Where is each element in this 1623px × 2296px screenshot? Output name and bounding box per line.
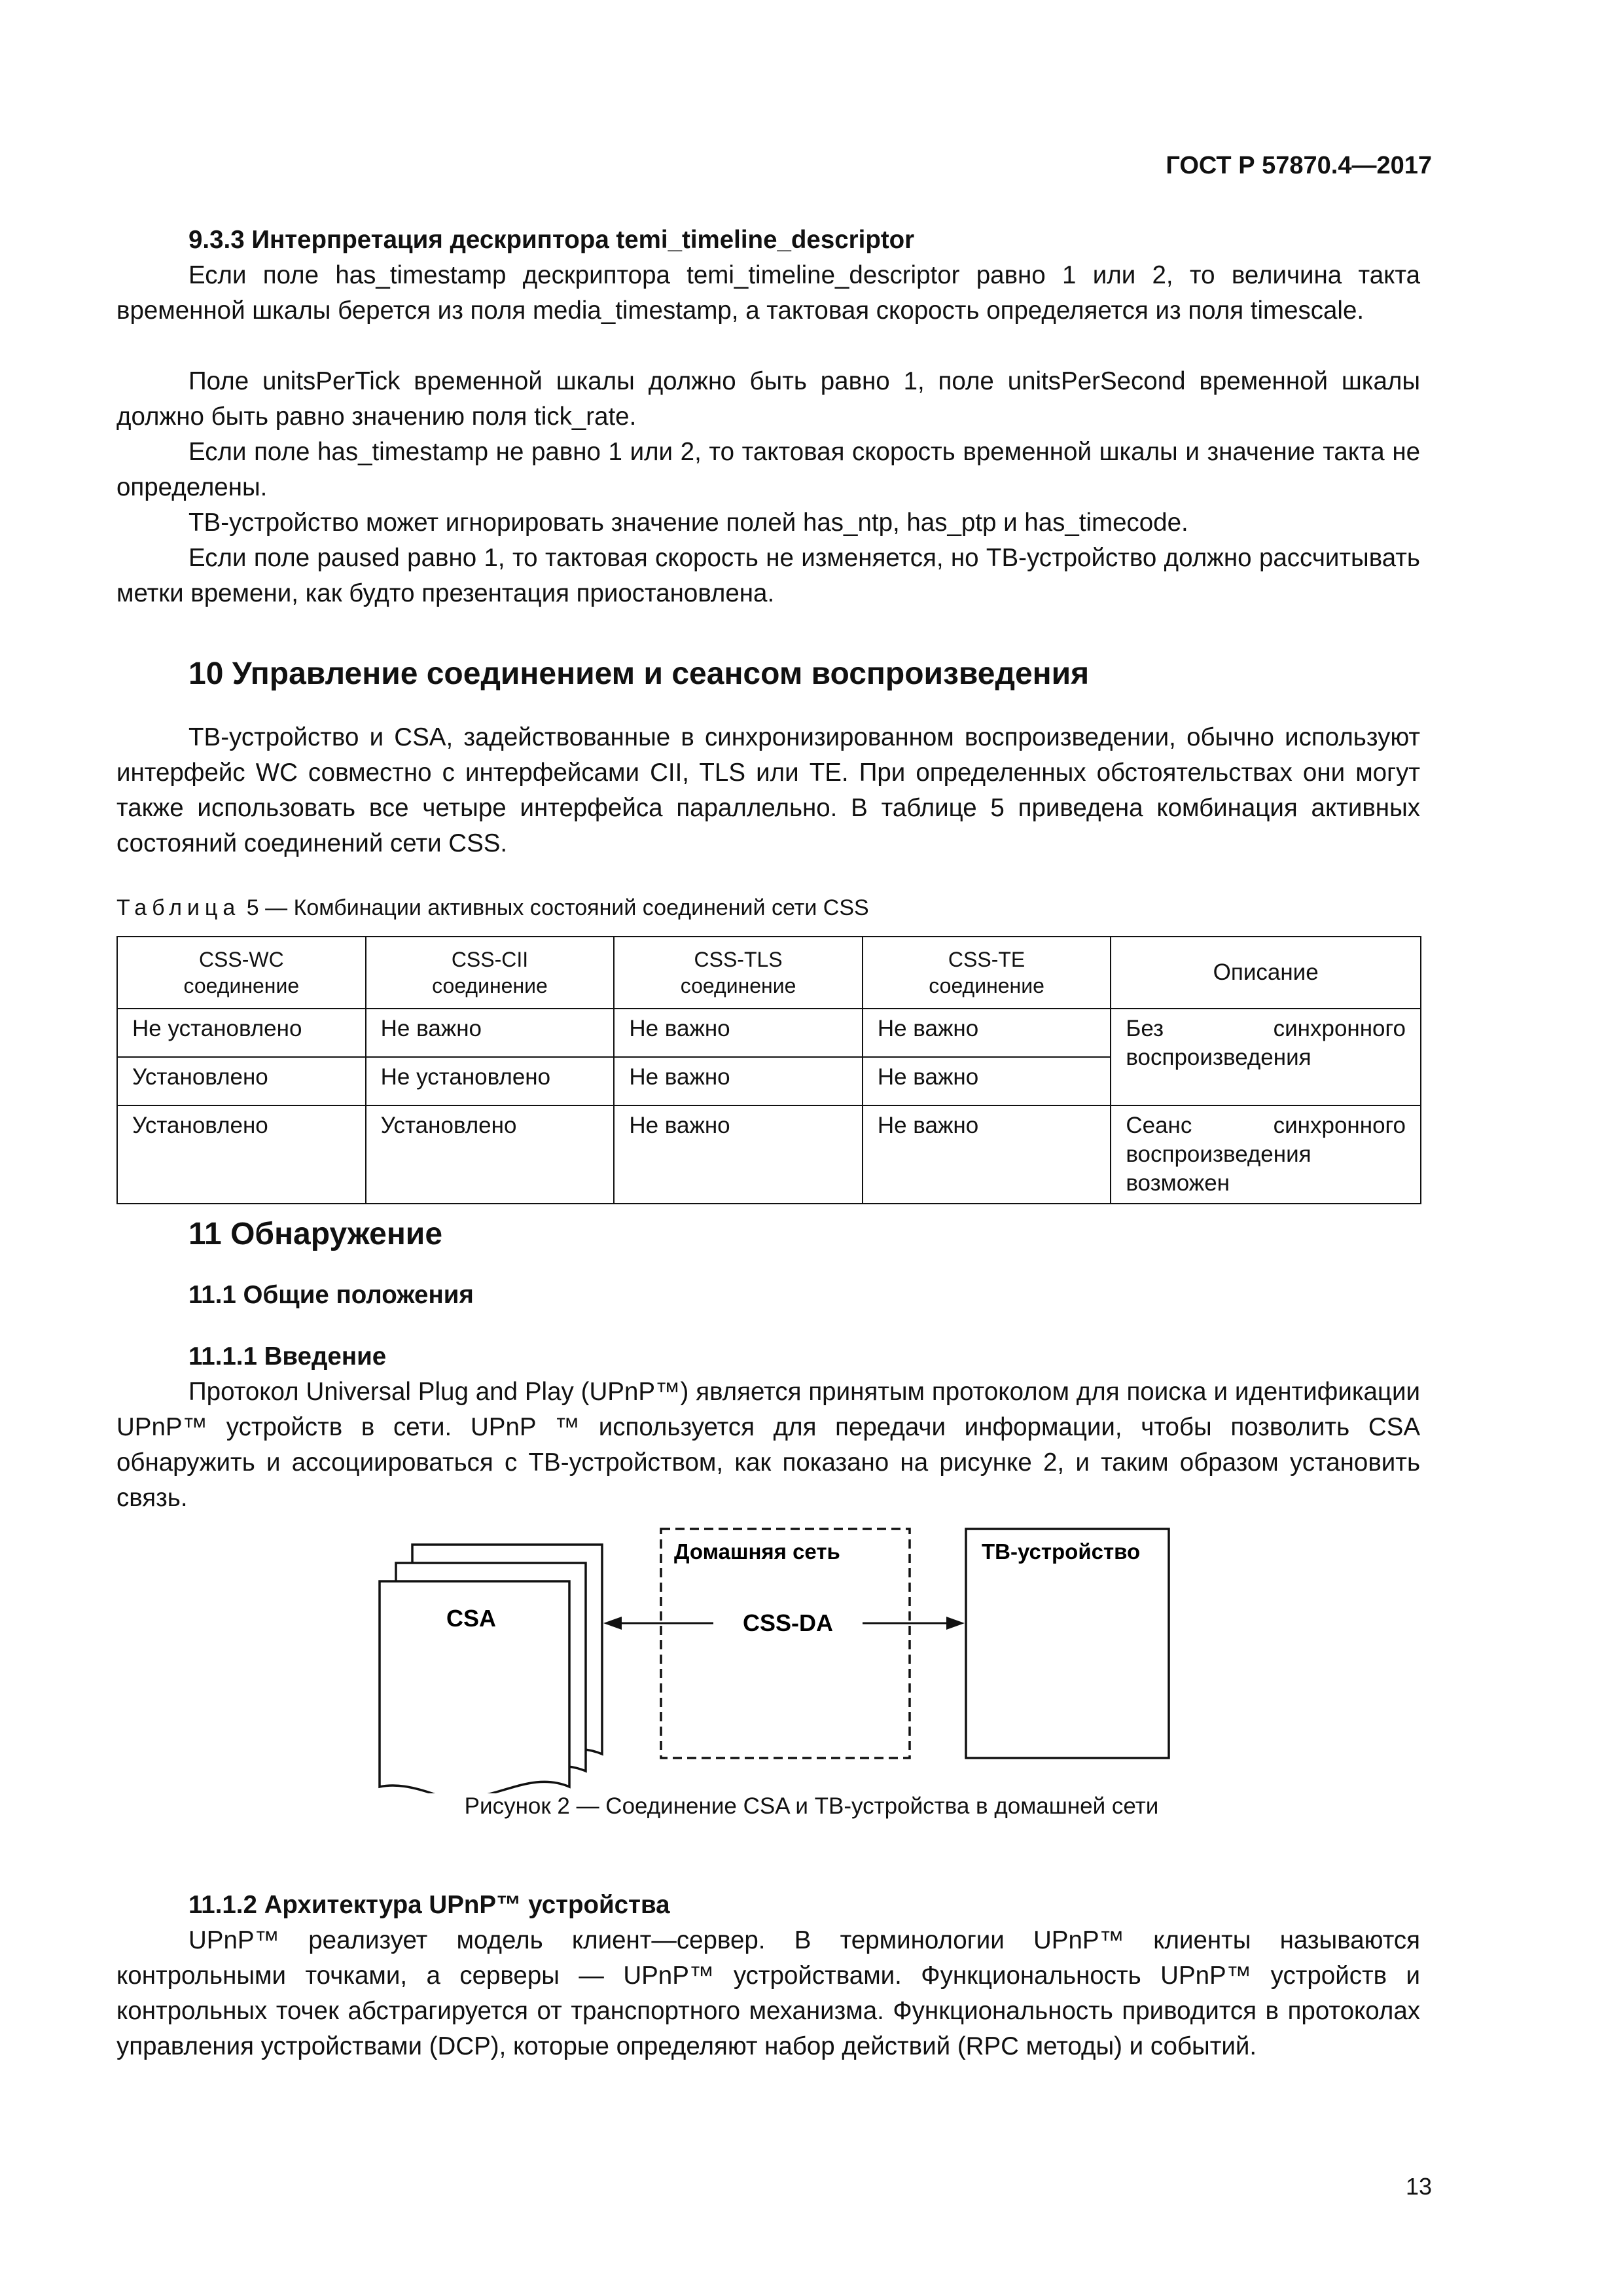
- page-number: 13: [1405, 2173, 1432, 2200]
- table-caption-text: 5 — Комбинации активных состояний соединений сети CSS: [246, 895, 869, 920]
- paragraph-text: ТВ-устройство может игнорировать значение полей has_ntp, has_ptp и has_timecode.: [188, 509, 1188, 537]
- figure-2-diagram: [366, 1518, 1191, 1793]
- table-cell: Не установлено: [117, 1009, 366, 1057]
- table-row: [117, 1105, 1421, 1204]
- table-header-cell: CSS-TE соединение: [863, 937, 1111, 1009]
- paragraph: [116, 720, 1420, 861]
- home-network-title: Домашняя сеть: [674, 1539, 840, 1564]
- paragraph: [116, 1374, 1420, 1516]
- paragraph-text: UPnP™ реализует модель клиент—сервер. В терминологии UPnP™ клиенты называются контрольными точками, а серверы — UPnP™ устройствами. Функциональность UPnP™ устройств и контрольных точек абстрагируется от транспортного механизма. Функциональность приводится в протоколах управления устройствами (DCP), которые определяют набор действий (RPC методы) и событий.: [116, 1926, 1420, 2060]
- figure-caption: Рисунок 2 — Соединение CSA и ТВ-устройства в домашней сети: [464, 1793, 1159, 1819]
- table-cell: Не важно: [614, 1057, 863, 1105]
- table-cell: Не важно: [863, 1009, 1111, 1057]
- paragraph-text: Протокол Universal Plug and Play (UPnP™) является принятым протоколом для поиска и идентификации UPnP™ устройств в сети. UPnP ™ используется для передачи информации, чтобы позволить CSA обнаружить и ассоциироваться с ТВ-устройством, как показано на рисунке 2, и таким образом установить связь.: [116, 1378, 1420, 1512]
- table-header-cell: CSS-CII соединение: [366, 937, 615, 1009]
- paragraph: [116, 1923, 1420, 2064]
- table-description-cell: Без синхронного воспроизведения: [1111, 1009, 1421, 1105]
- table-cell: Не важно: [366, 1009, 615, 1057]
- paragraph: [116, 541, 1420, 611]
- paragraph-text: ТВ-устройство и CSA, задействованные в синхронизированном воспроизведении, обычно используют интерфейс WC совместно с интерфейсами CII, TLS или TE. При определенных обстоятельствах они могут также использовать все четыре интерфейса параллельно. В таблице 5 приведена комбинация активных состояний соединений сети CSS.: [116, 723, 1420, 857]
- tv-device-title: ТВ-устройство: [982, 1539, 1141, 1564]
- table-cell: Установлено: [117, 1105, 366, 1204]
- section-9-3-3-heading: 9.3.3 Интерпретация дескриптора temi_timeline_descriptor: [188, 226, 915, 254]
- table-row: [117, 1009, 1421, 1057]
- table-description-cell: Сеанс синхронного воспроизведения возможен: [1111, 1105, 1421, 1204]
- document-header: ГОСТ Р 57870.4—2017: [1166, 152, 1432, 179]
- arrow-head-right: [946, 1617, 965, 1630]
- table-header-cell: CSS-WC соединение: [117, 937, 366, 1009]
- csa-document-stack: [380, 1545, 602, 1793]
- table-header-cell: CSS-TLS соединение: [614, 937, 863, 1009]
- arrow-head-left: [603, 1617, 622, 1630]
- paragraph-text: Если поле has_timestamp не равно 1 или 2, то тактовая скорость временной шкалы и значение такта не определены.: [116, 438, 1420, 501]
- section-11-1-heading: 11.1 Общие положения: [188, 1281, 474, 1309]
- section-10-heading: 10 Управление соединением и сеансом воспроизведения: [188, 656, 1090, 691]
- table-cell: Не важно: [863, 1057, 1111, 1105]
- table-cell: Не важно: [863, 1105, 1111, 1204]
- combinations-table: [116, 936, 1421, 1204]
- section-11-heading: 11 Обнаружение: [188, 1217, 443, 1251]
- paragraph: [116, 258, 1420, 329]
- table-cell: Не важно: [614, 1105, 863, 1204]
- paragraph-text: Поле unitsPerTick временной шкалы должно быть равно 1, поле unitsPerSecond временной шкалы должно быть равно значению поля tick_rate.: [116, 367, 1420, 431]
- table-cell: Установлено: [366, 1105, 615, 1204]
- section-11-1-2-heading: 11.1.2 Архитектура UPnP™ устройства: [188, 1891, 670, 1919]
- table-cell: Не важно: [614, 1009, 863, 1057]
- css-da-label: CSS-DA: [742, 1609, 834, 1636]
- table-cell: Не установлено: [366, 1057, 615, 1105]
- table-caption: [116, 895, 869, 921]
- paragraph: [116, 505, 1420, 541]
- paragraph-text: Если поле paused равно 1, то тактовая скорость не изменяется, но ТВ-устройство должно рассчитывать метки времени, как будто презентация приостановлена.: [116, 544, 1420, 607]
- paragraph: [116, 435, 1420, 505]
- paragraph: [116, 364, 1420, 435]
- table-caption-label: Таблица: [116, 895, 241, 920]
- table-header-row: [117, 937, 1421, 1009]
- table-cell: Установлено: [117, 1057, 366, 1105]
- paragraph-text: Если поле has_timestamp дескриптора temi_timeline_descriptor равно 1 или 2, то величина такта временной шкалы берется из поля media_timestamp, а тактовая скорость определяется из поля timescale.: [116, 261, 1420, 325]
- table-header-cell: Описание: [1111, 937, 1421, 1009]
- section-11-1-1-heading: 11.1.1 Введение: [188, 1342, 387, 1371]
- csa-label: CSA: [446, 1605, 497, 1632]
